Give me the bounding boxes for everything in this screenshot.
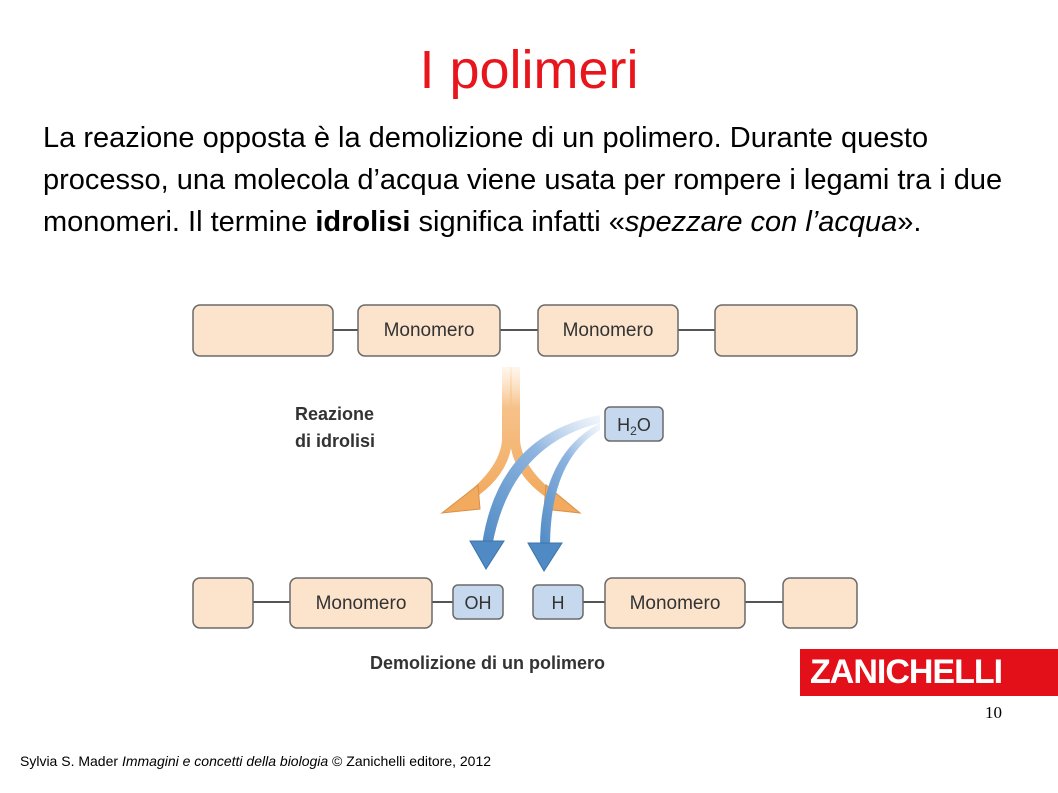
credit-publisher: © Zanichelli editore, 2012 (328, 753, 492, 769)
hydrolysis-figure (180, 295, 870, 690)
blue-arrows (470, 415, 600, 571)
monomer-box-blank (193, 578, 253, 628)
italic-phrase: spezzare con l’acqua (624, 206, 898, 238)
credit-author: Sylvia S. Mader (20, 753, 122, 769)
hydrolysis-diagram (180, 295, 870, 685)
body-paragraph (43, 117, 1043, 243)
blue-arrowhead-left (470, 541, 504, 569)
monomer-box-blank (783, 578, 857, 628)
bottom-chain (193, 578, 857, 628)
blue-arrowhead-right (528, 543, 562, 571)
water-molecule (605, 407, 663, 441)
figure-caption: Demolizione di un polimero (370, 653, 606, 673)
page-number: 10 (985, 703, 1002, 722)
source-credit (20, 753, 491, 769)
h-label: H (551, 593, 565, 613)
monomer-label: Monomero (315, 593, 407, 614)
slide-title: I polimeri (419, 40, 639, 100)
top-chain (193, 305, 857, 356)
oh-label: OH (464, 593, 492, 613)
paragraph-text-1: La reazione opposta è la demolizione di un polimero. Durante questo processo, una molecola d’acqua viene usata per rompere i legami tra i due monomeri. Il termine (43, 122, 1003, 238)
monomer-label: Monomero (629, 593, 721, 614)
paragraph-text-3: ». (897, 206, 922, 238)
monomer-box-blank (193, 305, 333, 356)
reaction-label: di idrolisi (295, 431, 376, 451)
paragraph-text-2: significa infatti « (410, 206, 625, 238)
orange-arrows (442, 367, 580, 513)
zanichelli-logo: ZANICHELLI (800, 649, 1058, 696)
orange-arrow-right (510, 367, 556, 500)
reaction-label: Reazione (295, 404, 375, 424)
monomer-label: Monomero (562, 320, 654, 341)
monomer-box-blank (715, 305, 857, 356)
bold-term: idrolisi (315, 206, 411, 238)
water-label: $H_2O$ (617, 415, 651, 438)
orange-arrowhead-left (442, 485, 480, 513)
credit-book-title: Immagini e concetti della biologia (121, 753, 329, 769)
monomer-label: Monomero (383, 320, 475, 341)
